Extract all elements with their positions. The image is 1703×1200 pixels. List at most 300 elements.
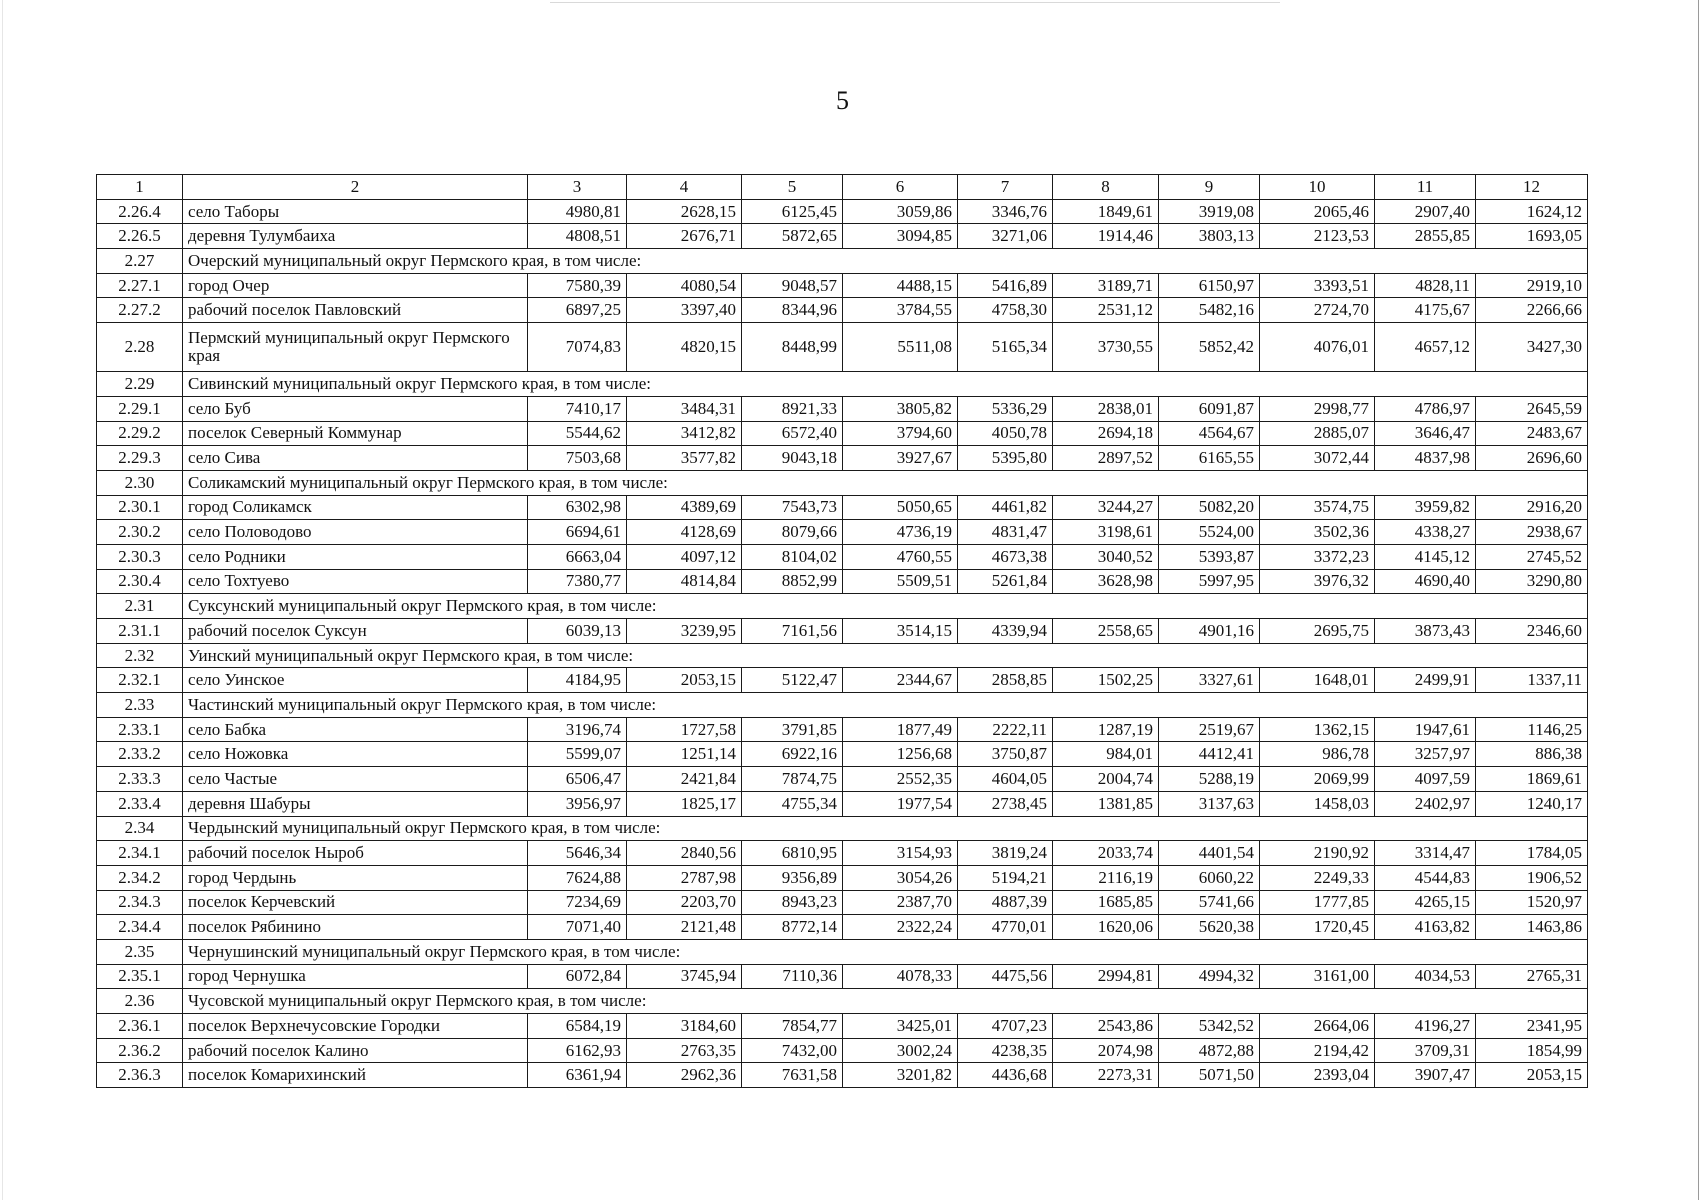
row-code: 2.33.4 — [97, 791, 183, 816]
value-cell: 4050,78 — [958, 421, 1053, 446]
row-code: 2.26.4 — [97, 199, 183, 224]
value-cell: 6810,95 — [742, 841, 843, 866]
row-name: село Родники — [183, 544, 528, 569]
value-cell: 4820,15 — [627, 323, 742, 372]
value-cell: 2483,67 — [1476, 421, 1588, 446]
value-cell: 3514,15 — [843, 619, 958, 644]
value-cell: 3750,87 — [958, 742, 1053, 767]
value-cell: 3346,76 — [958, 199, 1053, 224]
value-cell: 4389,69 — [627, 495, 742, 520]
table-row — [97, 890, 1588, 915]
value-cell: 3002,24 — [843, 1038, 958, 1063]
value-cell: 5082,20 — [1159, 495, 1260, 520]
row-name: поселок Комарихинский — [183, 1063, 528, 1088]
value-cell: 5165,34 — [958, 323, 1053, 372]
row-code: 2.27 — [97, 249, 183, 274]
value-cell: 2203,70 — [627, 890, 742, 915]
value-cell: 4475,56 — [958, 964, 1053, 989]
table-row — [97, 323, 1588, 372]
value-cell: 2676,71 — [627, 224, 742, 249]
value-cell: 1877,49 — [843, 717, 958, 742]
value-cell: 3709,31 — [1375, 1038, 1476, 1063]
table-row — [97, 396, 1588, 421]
column-header: 2 — [183, 175, 528, 200]
table-row — [97, 841, 1588, 866]
table-row — [97, 742, 1588, 767]
value-cell: 5071,50 — [1159, 1063, 1260, 1088]
value-cell: 2858,85 — [958, 668, 1053, 693]
value-cell: 1458,03 — [1260, 791, 1375, 816]
value-cell: 6572,40 — [742, 421, 843, 446]
row-code: 2.33.2 — [97, 742, 183, 767]
value-cell: 3137,63 — [1159, 791, 1260, 816]
row-code: 2.33.1 — [97, 717, 183, 742]
row-code: 2.27.2 — [97, 298, 183, 323]
value-cell: 4736,19 — [843, 520, 958, 545]
value-cell: 5395,80 — [958, 446, 1053, 471]
table-row — [97, 224, 1588, 249]
value-cell: 1693,05 — [1476, 224, 1588, 249]
value-cell: 4544,83 — [1375, 865, 1476, 890]
table-row — [97, 915, 1588, 940]
table-row — [97, 298, 1588, 323]
row-code: 2.35 — [97, 939, 183, 964]
row-code: 2.30.2 — [97, 520, 183, 545]
value-cell: 3784,55 — [843, 298, 958, 323]
value-cell: 2190,92 — [1260, 841, 1375, 866]
value-cell: 2065,46 — [1260, 199, 1375, 224]
row-name: село Частые — [183, 767, 528, 792]
value-cell: 4461,82 — [958, 495, 1053, 520]
value-cell: 7631,58 — [742, 1063, 843, 1088]
value-cell: 8079,66 — [742, 520, 843, 545]
value-cell: 3794,60 — [843, 421, 958, 446]
table-row — [97, 199, 1588, 224]
value-cell: 6922,16 — [742, 742, 843, 767]
value-cell: 4128,69 — [627, 520, 742, 545]
value-cell: 1854,99 — [1476, 1038, 1588, 1063]
value-cell: 8772,14 — [742, 915, 843, 940]
table-row — [97, 1014, 1588, 1039]
value-cell: 2004,74 — [1053, 767, 1159, 792]
row-name: поселок Верхнечусовские Городки — [183, 1014, 528, 1039]
value-cell: 5852,42 — [1159, 323, 1260, 372]
value-cell: 1624,12 — [1476, 199, 1588, 224]
value-cell: 3907,47 — [1375, 1063, 1476, 1088]
table-row — [97, 668, 1588, 693]
value-cell: 4196,27 — [1375, 1014, 1476, 1039]
value-cell: 2053,15 — [627, 668, 742, 693]
value-cell: 6039,13 — [528, 619, 627, 644]
value-cell: 3959,82 — [1375, 495, 1476, 520]
value-cell: 4097,12 — [627, 544, 742, 569]
value-cell: 1869,61 — [1476, 767, 1588, 792]
value-cell: 5393,87 — [1159, 544, 1260, 569]
page-number: 5 — [836, 86, 849, 115]
value-cell: 3054,26 — [843, 865, 958, 890]
value-cell: 2558,65 — [1053, 619, 1159, 644]
row-name: рабочий поселок Калино — [183, 1038, 528, 1063]
value-cell: 5872,65 — [742, 224, 843, 249]
row-code: 2.30.4 — [97, 569, 183, 594]
value-cell: 2322,24 — [843, 915, 958, 940]
value-cell: 2938,67 — [1476, 520, 1588, 545]
value-cell: 1777,85 — [1260, 890, 1375, 915]
value-cell: 6165,55 — [1159, 446, 1260, 471]
value-cell: 2907,40 — [1375, 199, 1476, 224]
value-cell: 7161,56 — [742, 619, 843, 644]
value-cell: 3184,60 — [627, 1014, 742, 1039]
row-code: 2.36.2 — [97, 1038, 183, 1063]
column-header: 8 — [1053, 175, 1159, 200]
row-name: рабочий поселок Павловский — [183, 298, 528, 323]
value-cell: 2393,04 — [1260, 1063, 1375, 1088]
table-group-row — [97, 989, 1588, 1014]
value-cell: 4097,59 — [1375, 767, 1476, 792]
value-cell: 2121,48 — [627, 915, 742, 940]
row-name: рабочий поселок Ныроб — [183, 841, 528, 866]
group-title: Уинский муниципальный округ Пермского края, в том числе: — [183, 643, 1588, 668]
value-cell: 2123,53 — [1260, 224, 1375, 249]
row-code: 2.34 — [97, 816, 183, 841]
group-title: Очерский муниципальный округ Пермского края, в том числе: — [183, 249, 1588, 274]
value-cell: 1685,85 — [1053, 890, 1159, 915]
value-cell: 2069,99 — [1260, 767, 1375, 792]
row-name: деревня Тулумбаиха — [183, 224, 528, 249]
value-cell: 6125,45 — [742, 199, 843, 224]
value-cell: 2033,74 — [1053, 841, 1159, 866]
column-header: 7 — [958, 175, 1053, 200]
value-cell: 2919,10 — [1476, 273, 1588, 298]
value-cell: 886,38 — [1476, 742, 1588, 767]
column-header: 3 — [528, 175, 627, 200]
value-cell: 2074,98 — [1053, 1038, 1159, 1063]
value-cell: 2249,33 — [1260, 865, 1375, 890]
value-cell: 3290,80 — [1476, 569, 1588, 594]
value-cell: 2552,35 — [843, 767, 958, 792]
value-cell: 4760,55 — [843, 544, 958, 569]
value-cell: 5261,84 — [958, 569, 1053, 594]
value-cell: 3161,00 — [1260, 964, 1375, 989]
value-cell: 6162,93 — [528, 1038, 627, 1063]
row-name: село Уинское — [183, 668, 528, 693]
value-cell: 9048,57 — [742, 273, 843, 298]
row-code: 2.29.2 — [97, 421, 183, 446]
group-title: Частинский муниципальный округ Пермского края, в том числе: — [183, 693, 1588, 718]
value-cell: 5599,07 — [528, 742, 627, 767]
column-header: 5 — [742, 175, 843, 200]
row-code: 2.34.3 — [97, 890, 183, 915]
table-row — [97, 865, 1588, 890]
value-cell: 6072,84 — [528, 964, 627, 989]
value-cell: 4758,30 — [958, 298, 1053, 323]
value-cell: 7410,17 — [528, 396, 627, 421]
value-cell: 5416,89 — [958, 273, 1053, 298]
value-cell: 3745,94 — [627, 964, 742, 989]
group-title: Сивинский муниципальный округ Пермского края, в том числе: — [183, 372, 1588, 397]
value-cell: 2694,18 — [1053, 421, 1159, 446]
value-cell: 3927,67 — [843, 446, 958, 471]
row-code: 2.34.4 — [97, 915, 183, 940]
value-cell: 1502,25 — [1053, 668, 1159, 693]
row-name: поселок Керчевский — [183, 890, 528, 915]
value-cell: 1520,97 — [1476, 890, 1588, 915]
row-code: 2.28 — [97, 323, 183, 372]
value-cell: 3072,44 — [1260, 446, 1375, 471]
value-cell: 6694,61 — [528, 520, 627, 545]
table-row — [97, 569, 1588, 594]
value-cell: 2994,81 — [1053, 964, 1159, 989]
value-cell: 5524,00 — [1159, 520, 1260, 545]
value-cell: 2346,60 — [1476, 619, 1588, 644]
row-name: город Соликамск — [183, 495, 528, 520]
table-group-row — [97, 249, 1588, 274]
value-cell: 5342,52 — [1159, 1014, 1260, 1039]
value-cell: 2787,98 — [627, 865, 742, 890]
scan-left-edge — [2, 0, 3, 1200]
value-cell: 4175,67 — [1375, 298, 1476, 323]
value-cell: 3628,98 — [1053, 569, 1159, 594]
value-cell: 1914,46 — [1053, 224, 1159, 249]
value-cell: 7854,77 — [742, 1014, 843, 1039]
row-code: 2.33 — [97, 693, 183, 718]
value-cell: 6897,25 — [528, 298, 627, 323]
value-cell: 3154,93 — [843, 841, 958, 866]
value-cell: 5122,47 — [742, 668, 843, 693]
value-cell: 6060,22 — [1159, 865, 1260, 890]
value-cell: 4436,68 — [958, 1063, 1053, 1088]
value-cell: 2421,84 — [627, 767, 742, 792]
value-cell: 7380,77 — [528, 569, 627, 594]
value-cell: 7110,36 — [742, 964, 843, 989]
value-cell: 1251,14 — [627, 742, 742, 767]
column-header: 4 — [627, 175, 742, 200]
value-cell: 1727,58 — [627, 717, 742, 742]
value-cell: 4808,51 — [528, 224, 627, 249]
value-cell: 4238,35 — [958, 1038, 1053, 1063]
row-name: село Половодово — [183, 520, 528, 545]
value-cell: 7074,83 — [528, 323, 627, 372]
row-code: 2.29 — [97, 372, 183, 397]
table-group-row — [97, 470, 1588, 495]
group-title: Чердынский муниципальный округ Пермского края, в том числе: — [183, 816, 1588, 841]
value-cell: 3393,51 — [1260, 273, 1375, 298]
value-cell: 3397,40 — [627, 298, 742, 323]
value-cell: 4831,47 — [958, 520, 1053, 545]
value-cell: 8943,23 — [742, 890, 843, 915]
table-group-row — [97, 693, 1588, 718]
column-header: 11 — [1375, 175, 1476, 200]
row-code: 2.26.5 — [97, 224, 183, 249]
value-cell: 2053,15 — [1476, 1063, 1588, 1088]
value-cell: 3314,47 — [1375, 841, 1476, 866]
value-cell: 2838,01 — [1053, 396, 1159, 421]
value-cell: 4673,38 — [958, 544, 1053, 569]
value-cell: 4887,39 — [958, 890, 1053, 915]
row-name: село Бабка — [183, 717, 528, 742]
row-code: 2.27.1 — [97, 273, 183, 298]
row-name: поселок Рябинино — [183, 915, 528, 940]
value-cell: 2266,66 — [1476, 298, 1588, 323]
value-cell: 3201,82 — [843, 1063, 958, 1088]
value-cell: 4034,53 — [1375, 964, 1476, 989]
value-cell: 2344,67 — [843, 668, 958, 693]
table-row — [97, 446, 1588, 471]
table-row — [97, 964, 1588, 989]
value-cell: 3059,86 — [843, 199, 958, 224]
table-group-row — [97, 643, 1588, 668]
value-cell: 1146,25 — [1476, 717, 1588, 742]
row-name: село Сива — [183, 446, 528, 471]
value-cell: 4080,54 — [627, 273, 742, 298]
value-cell: 3196,74 — [528, 717, 627, 742]
value-cell: 5511,08 — [843, 323, 958, 372]
value-cell: 4690,40 — [1375, 569, 1476, 594]
value-cell: 3791,85 — [742, 717, 843, 742]
row-name: поселок Северный Коммунар — [183, 421, 528, 446]
table-group-row — [97, 594, 1588, 619]
column-header: 12 — [1476, 175, 1588, 200]
value-cell: 7874,75 — [742, 767, 843, 792]
row-name: село Ножовка — [183, 742, 528, 767]
value-cell: 3327,61 — [1159, 668, 1260, 693]
value-cell: 5509,51 — [843, 569, 958, 594]
table-row — [97, 495, 1588, 520]
value-cell: 2840,56 — [627, 841, 742, 866]
value-cell: 2763,35 — [627, 1038, 742, 1063]
row-code: 2.33.3 — [97, 767, 183, 792]
table-row — [97, 421, 1588, 446]
value-cell: 4814,84 — [627, 569, 742, 594]
value-cell: 4755,34 — [742, 791, 843, 816]
value-cell: 3577,82 — [627, 446, 742, 471]
row-name: село Тохтуево — [183, 569, 528, 594]
value-cell: 2897,52 — [1053, 446, 1159, 471]
row-code: 2.29.1 — [97, 396, 183, 421]
value-cell: 3574,75 — [1260, 495, 1375, 520]
value-cell: 6584,19 — [528, 1014, 627, 1039]
value-cell: 1784,05 — [1476, 841, 1588, 866]
value-cell: 6091,87 — [1159, 396, 1260, 421]
value-cell: 2273,31 — [1053, 1063, 1159, 1088]
table-row — [97, 619, 1588, 644]
table-body — [97, 175, 1588, 1088]
row-name: город Чернушка — [183, 964, 528, 989]
table-header-row — [97, 175, 1588, 200]
value-cell: 4828,11 — [1375, 273, 1476, 298]
value-cell: 5050,65 — [843, 495, 958, 520]
value-cell: 4657,12 — [1375, 323, 1476, 372]
value-cell: 2696,60 — [1476, 446, 1588, 471]
value-cell: 3239,95 — [627, 619, 742, 644]
value-cell: 5646,34 — [528, 841, 627, 866]
value-cell: 5997,95 — [1159, 569, 1260, 594]
value-cell: 2724,70 — [1260, 298, 1375, 323]
value-cell: 2341,95 — [1476, 1014, 1588, 1039]
value-cell: 4265,15 — [1375, 890, 1476, 915]
value-cell: 5194,21 — [958, 865, 1053, 890]
value-cell: 3257,97 — [1375, 742, 1476, 767]
value-cell: 2116,19 — [1053, 865, 1159, 890]
group-title: Суксунский муниципальный округ Пермского края, в том числе: — [183, 594, 1588, 619]
value-cell: 4707,23 — [958, 1014, 1053, 1039]
value-cell: 8921,33 — [742, 396, 843, 421]
value-cell: 4770,01 — [958, 915, 1053, 940]
value-cell: 1256,68 — [843, 742, 958, 767]
value-cell: 3873,43 — [1375, 619, 1476, 644]
value-cell: 2855,85 — [1375, 224, 1476, 249]
value-cell: 1620,06 — [1053, 915, 1159, 940]
row-name: город Чердынь — [183, 865, 528, 890]
row-name: село Буб — [183, 396, 528, 421]
value-cell: 1287,19 — [1053, 717, 1159, 742]
value-cell: 1849,61 — [1053, 199, 1159, 224]
value-cell: 2765,31 — [1476, 964, 1588, 989]
value-cell: 1825,17 — [627, 791, 742, 816]
value-cell: 4786,97 — [1375, 396, 1476, 421]
row-name: рабочий поселок Суксун — [183, 619, 528, 644]
tariff-table — [96, 174, 1588, 1088]
value-cell: 3819,24 — [958, 841, 1053, 866]
value-cell: 2222,11 — [958, 717, 1053, 742]
value-cell: 3244,27 — [1053, 495, 1159, 520]
table-group-row — [97, 816, 1588, 841]
value-cell: 7432,00 — [742, 1038, 843, 1063]
row-code: 2.34.1 — [97, 841, 183, 866]
value-cell: 6150,97 — [1159, 273, 1260, 298]
value-cell: 2738,45 — [958, 791, 1053, 816]
value-cell: 3040,52 — [1053, 544, 1159, 569]
value-cell: 4338,27 — [1375, 520, 1476, 545]
value-cell: 4339,94 — [958, 619, 1053, 644]
value-cell: 1362,15 — [1260, 717, 1375, 742]
value-cell: 3271,06 — [958, 224, 1053, 249]
value-cell: 1381,85 — [1053, 791, 1159, 816]
value-cell: 3646,47 — [1375, 421, 1476, 446]
row-name: деревня Шабуры — [183, 791, 528, 816]
value-cell: 4184,95 — [528, 668, 627, 693]
value-cell: 2499,91 — [1375, 668, 1476, 693]
row-code: 2.32.1 — [97, 668, 183, 693]
value-cell: 3803,13 — [1159, 224, 1260, 249]
row-code: 2.30.1 — [97, 495, 183, 520]
value-cell: 3372,23 — [1260, 544, 1375, 569]
value-cell: 2695,75 — [1260, 619, 1375, 644]
value-cell: 1947,61 — [1375, 717, 1476, 742]
value-cell: 8852,99 — [742, 569, 843, 594]
value-cell: 8448,99 — [742, 323, 843, 372]
table-row — [97, 273, 1588, 298]
value-cell: 3956,97 — [528, 791, 627, 816]
value-cell: 3198,61 — [1053, 520, 1159, 545]
row-code: 2.35.1 — [97, 964, 183, 989]
value-cell: 3189,71 — [1053, 273, 1159, 298]
value-cell: 1337,11 — [1476, 668, 1588, 693]
row-name: село Таборы — [183, 199, 528, 224]
value-cell: 6302,98 — [528, 495, 627, 520]
value-cell: 9356,89 — [742, 865, 843, 890]
value-cell: 5482,16 — [1159, 298, 1260, 323]
value-cell: 4488,15 — [843, 273, 958, 298]
value-cell: 7624,88 — [528, 865, 627, 890]
table-row — [97, 767, 1588, 792]
value-cell: 7234,69 — [528, 890, 627, 915]
value-cell: 2664,06 — [1260, 1014, 1375, 1039]
value-cell: 3919,08 — [1159, 199, 1260, 224]
value-cell: 4076,01 — [1260, 323, 1375, 372]
value-cell: 2962,36 — [627, 1063, 742, 1088]
table-row — [97, 717, 1588, 742]
